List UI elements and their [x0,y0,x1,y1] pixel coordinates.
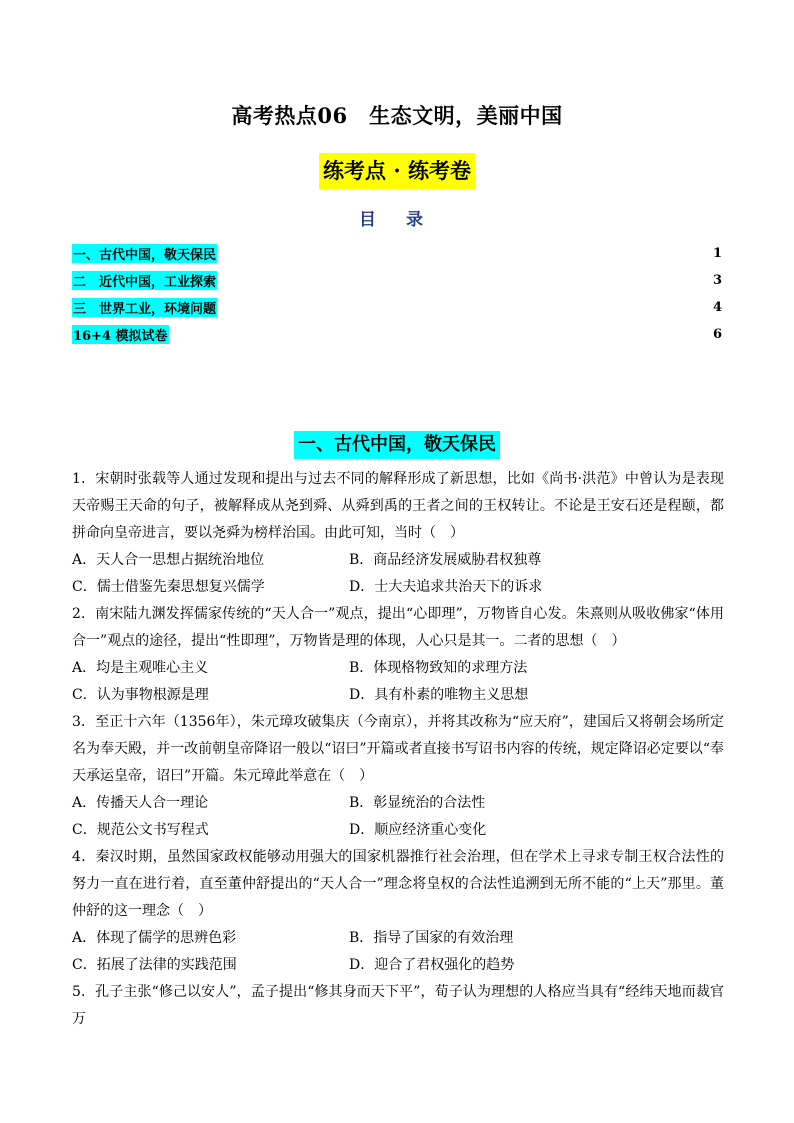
question-stem: 4．秦汉时期，虽然国家政权能够动用强大的国家机器推行社会治理，但在学术上寻求专制王权合法性的努力一直在进行着，直至董仲舒提出的“天人合一”理念将皇权的合法性追溯到无所不能的“上天”那里。董仲舒的这一理念（ ） [72,849,724,919]
subtitle-container [0,153,794,189]
option-a: A．天人合一思想占据统治地位 [72,552,265,568]
option-b: B．体现格物致知的求理方法 [349,660,528,676]
toc-item[interactable] [72,240,722,267]
option-row [72,952,724,979]
option-row [72,655,724,682]
toc-item-page: 1 [712,246,722,261]
option-b: B．彰显统治的合法性 [349,795,486,811]
option-c: C．拓展了法律的实践范围 [72,957,237,973]
option-a: A．均是主观唯心主义 [72,660,209,676]
question-stem: 2．南宋陆九渊发挥儒家传统的“天人合一”观点，提出“心即理”，万物皆自心发。朱熹则从吸收佛家“体用合一”观点的途径，提出“性即理”，万物皆是理的体现，人心只是其一。二者的思想（ ） [72,606,724,649]
option-b: B．商品经济发展威胁君权独尊 [349,552,542,568]
option-row [72,547,724,574]
section-heading-container [0,431,794,459]
option-row [72,682,724,709]
option-d: D．士大夫追求共治天下的诉求 [349,579,543,595]
option-row [72,925,724,952]
table-of-contents [72,240,722,348]
option-c: C．规范公文书写程式 [72,822,209,838]
toc-heading: 目 录 [359,210,435,230]
question-list [72,466,724,1033]
toc-item-page: 6 [712,327,722,342]
option-d: D．具有朴素的唯物主义思想 [349,687,529,703]
section-heading: 一、古代中国，敬天保民 [294,431,500,459]
toc-item-label: 二 近代中国，工业探索 [72,271,217,290]
toc-item[interactable] [72,267,722,294]
document-title: 高考热点06 生态文明，美丽中国 [231,103,563,128]
toc-item-label: 16+4 模拟试卷 [72,325,169,344]
option-d: D．迎合了君权强化的趋势 [349,957,515,973]
toc-item-page: 4 [712,300,722,315]
option-a: A．体现了儒学的思辨色彩 [72,930,237,946]
toc-item-label: 三 世界工业，环境问题 [72,298,217,317]
toc-item-label: 一、古代中国，敬天保民 [72,244,217,263]
option-c: C．认为事物根源是理 [72,687,209,703]
toc-item[interactable] [72,294,722,321]
option-a: A．传播天人合一理论 [72,795,209,811]
option-d: D．顺应经济重心变化 [349,822,487,838]
option-row [72,574,724,601]
question-stem: 5．孔子主张“修己以安人”，孟子提出“修其身而天下平”，荀子认为理想的人格应当具有“经纬天地而裁官万 [72,984,724,1027]
toc-item[interactable] [72,321,722,348]
question-stem: 3．至正十六年（1356年），朱元璋攻破集庆（今南京），并将其改称为“应天府”，建国后又将朝会场所定名为奉天殿，并一改前朝皇帝降诏一般以“诏曰”开篇或者直接书写诏书内容的传统，规定降诏必定要以“奉天承运皇帝，诏曰”开篇。朱元璋此举意在（ ） [72,714,724,784]
option-row [72,790,724,817]
document-subtitle: 练考点 · 练考卷 [319,153,475,189]
option-b: B．指导了国家的有效治理 [349,930,514,946]
question-stem: 1．宋朝时张载等人通过发现和提出与过去不同的解释形成了新思想，比如《尚书·洪范》中曾认为是表现天帝赐王天命的句子，被解释成从尧到舜、从舜到禹的王者之间的王权转让。不论是王安石还是程颐，都拼命向皇帝进言，要以尧舜为榜样治国。由此可知，当时（ ） [72,471,724,541]
option-row [72,817,724,844]
toc-item-page: 3 [712,273,722,288]
option-c: C．儒士借鉴先秦思想复兴儒学 [72,579,265,595]
